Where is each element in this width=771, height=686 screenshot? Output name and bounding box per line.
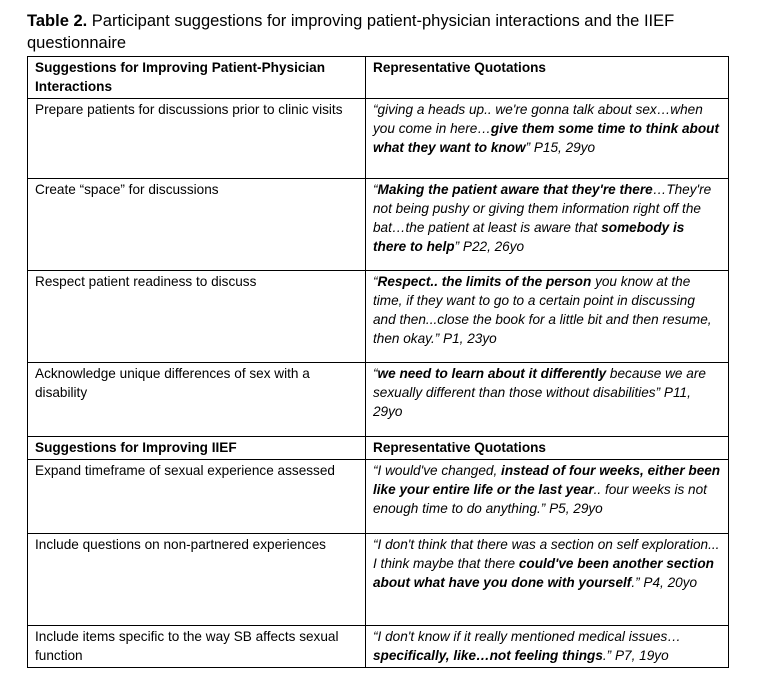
table-row	[28, 99, 729, 179]
quote-text: …They're not being pushy or giving them information right off the bat…the patient at least is aware that	[373, 182, 712, 235]
quote-text: “I don't think that there was a section on self exploration... I think maybe that there	[373, 537, 720, 571]
quote-emphasis: we need to learn about it differently	[377, 366, 607, 381]
quote-text: “	[373, 366, 378, 381]
quote-text: .” P4, 20yo	[631, 575, 698, 590]
suggestion-cell: Include items specific to the way SB affects sexual function	[28, 626, 366, 668]
quote-cell	[366, 626, 729, 668]
quote-text: ” P15, 29yo	[525, 140, 596, 155]
quote-text: ” P22, 26yo	[454, 239, 525, 254]
suggestion-cell: Respect patient readiness to discuss	[28, 271, 366, 363]
quote-text: .. four weeks is not enough time to do anything.” P5, 29yo	[373, 482, 707, 516]
section1-header-right: Representative Quotations	[366, 57, 729, 99]
table-row	[28, 534, 729, 626]
suggestion-cell: Create “space” for discussions	[28, 179, 366, 271]
quote-text: you know at the time, if they want to go to a certain point in discussing and then...close the book for a little bit and then resume, then okay.” P1, 23yo	[373, 274, 712, 346]
table-row	[28, 460, 729, 534]
quote-emphasis: give them some time to think about what they want to know	[373, 121, 719, 155]
table-row	[28, 179, 729, 271]
table-caption	[27, 10, 747, 54]
quote-cell	[366, 271, 729, 363]
quote-text: “	[373, 182, 378, 197]
quote-cell	[366, 99, 729, 179]
section2-header-row	[28, 437, 729, 460]
quote-emphasis: Making the patient aware that they're there	[377, 182, 653, 197]
suggestion-cell: Prepare patients for discussions prior to clinic visits	[28, 99, 366, 179]
quote-emphasis: Respect.. the limits of the person	[377, 274, 592, 289]
quote-text: .” P7, 19yo	[602, 648, 669, 663]
quote-text: because we are sexually different than those without disabilities” P11, 29yo	[373, 366, 706, 419]
suggestion-cell: Expand timeframe of sexual experience assessed	[28, 460, 366, 534]
quote-emphasis: instead of four weeks, either been like your entire life or the last year	[373, 463, 721, 497]
suggestions-table	[27, 56, 729, 668]
quote-text: “I would've changed,	[373, 463, 502, 478]
quote-text: “giving a heads up.. we're gonna talk about sex…when you come in here…	[373, 102, 703, 136]
quote-cell	[366, 460, 729, 534]
caption-label: Table 2.	[27, 12, 88, 30]
table-row	[28, 626, 729, 668]
quote-emphasis: could've been another section about what have you done with yourself	[373, 556, 714, 590]
quote-cell	[366, 363, 729, 437]
quote-cell	[366, 179, 729, 271]
section1-header-left: Suggestions for Improving Patient-Physician Interactions	[28, 57, 366, 99]
section1-header-row	[28, 57, 729, 99]
quote-text: “	[373, 274, 378, 289]
caption-text: Participant suggestions for improving patient-physician interactions and the IIEF questionnaire	[27, 12, 675, 52]
suggestion-cell: Include questions on non-partnered experiences	[28, 534, 366, 626]
quote-cell	[366, 534, 729, 626]
table-row	[28, 271, 729, 363]
quote-text: “I don't know if it really mentioned medical issues…	[373, 629, 681, 644]
section2-header-left: Suggestions for Improving IIEF	[28, 437, 366, 460]
table-row	[28, 363, 729, 437]
quote-emphasis: specifically, like…not feeling things	[373, 648, 603, 663]
suggestion-cell: Acknowledge unique differences of sex with a disability	[28, 363, 366, 437]
quote-emphasis: somebody is there to help	[373, 220, 685, 254]
section2-header-right: Representative Quotations	[366, 437, 729, 460]
